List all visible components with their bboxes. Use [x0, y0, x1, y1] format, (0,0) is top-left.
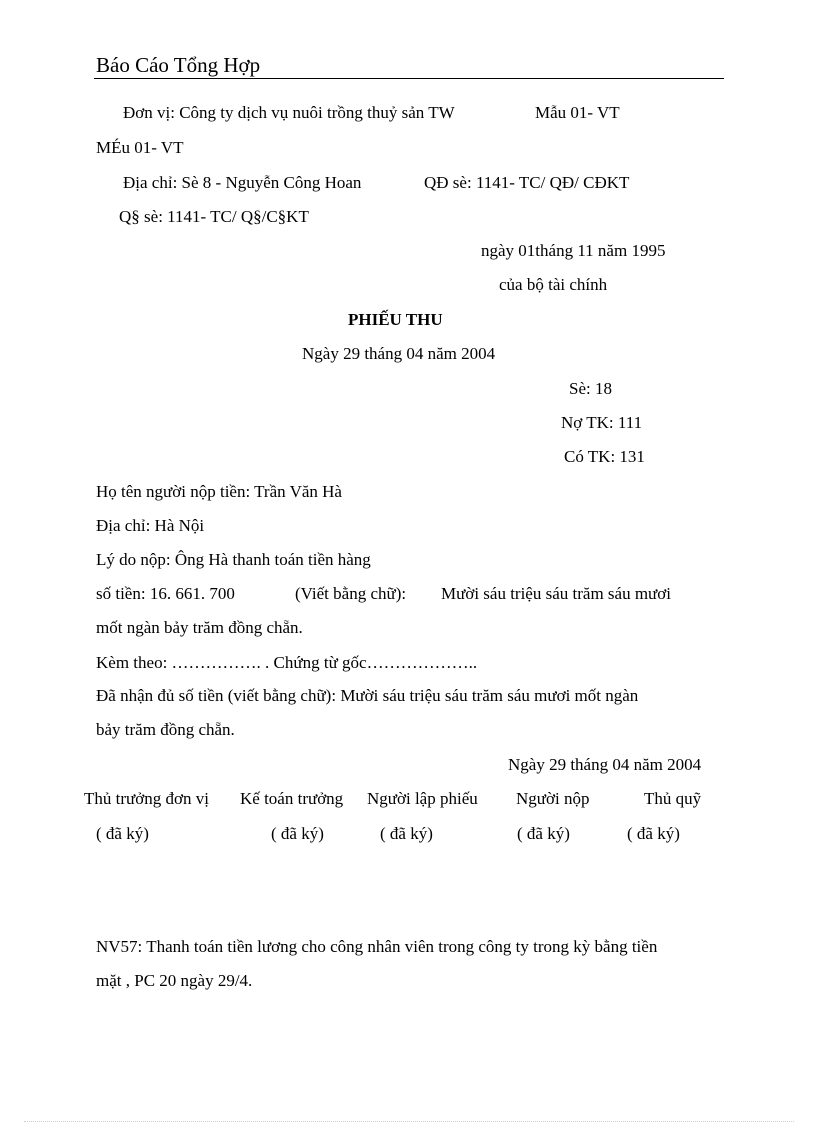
header-title: Báo Cáo Tổng Hợp — [96, 53, 261, 77]
debit-account: Nợ TK: 111 — [561, 413, 643, 432]
unit-line: Đơn vị: Công ty dịch vụ nuôi trồng thuỷ sản TW — [123, 103, 455, 122]
sign-date: Ngày 29 tháng 04 năm 2004 — [508, 755, 702, 774]
amount-number: số tiền: 16. 661. 700 — [96, 584, 235, 603]
transaction-note: NV57: Thanh toán tiền lương cho công nhân viên trong công ty trong kỳ bằng tiền — [96, 937, 658, 956]
signer-title-preparer: Người lập phiếu — [367, 789, 478, 808]
header-divider — [94, 78, 724, 79]
transaction-note-continued: mặt , PC 20 ngày 29/4. — [96, 971, 253, 990]
payment-reason: Lý do nộp: Ông Hà thanh toán tiền hàng — [96, 550, 371, 569]
receipt-number: Sè: 18 — [569, 379, 612, 398]
form-code-garbled: MÉu 01- VT — [96, 138, 184, 157]
attachments-line: Kèm theo: ……………. . Chứng từ gốc……………….. — [96, 653, 478, 672]
decision-date: ngày 01tháng 11 năm 1995 — [481, 241, 666, 260]
page-bottom-divider — [24, 1121, 794, 1122]
received-line: Đã nhận đủ số tiền (viết bằng chữ): Mười sáu triệu sáu trăm sáu mươi mốt ngàn — [96, 686, 639, 705]
signed-mark-cashier: ( đã ký) — [627, 824, 680, 843]
receipt-title: PHIẾU THU — [348, 310, 443, 329]
credit-account: Có TK: 131 — [564, 447, 645, 466]
payer-name: Họ tên người nộp tiền: Trần Văn Hà — [96, 482, 342, 501]
signer-title-payer: Người nộp — [516, 789, 590, 808]
decision-number: QĐ sè: 1141- TC/ QĐ/ CĐKT — [424, 173, 630, 192]
address-line: Địa chỉ: Sè 8 - Nguyễn Công Hoan — [123, 173, 362, 192]
receipt-date: Ngày 29 tháng 04 năm 2004 — [302, 344, 496, 363]
payer-address: Địa chỉ: Hà Nội — [96, 516, 205, 535]
amount-words-label: (Viết bằng chữ): — [295, 584, 407, 603]
signer-title-director: Thủ trưởng đơn vị — [84, 789, 209, 808]
signer-title-chief-accountant: Kế toán trưởng — [240, 789, 344, 808]
signer-title-cashier: Thủ quỹ — [644, 789, 702, 808]
decision-number-garbled: Q§ sè: 1141- TC/ Q§/C§KT — [119, 207, 309, 226]
amount-words: Mười sáu triệu sáu trăm sáu mươi — [441, 584, 671, 603]
signed-mark-preparer: ( đã ký) — [380, 824, 433, 843]
form-code: Mẫu 01- VT — [535, 103, 620, 122]
signed-mark-payer: ( đã ký) — [517, 824, 570, 843]
amount-words-continued: mốt ngàn bảy trăm đồng chẵn. — [96, 618, 303, 637]
decision-issuer: của bộ tài chính — [499, 275, 608, 294]
signed-mark-director: ( đã ký) — [96, 824, 149, 843]
signed-mark-chief-accountant: ( đã ký) — [271, 824, 324, 843]
received-line-continued: bảy trăm đồng chẵn. — [96, 720, 235, 739]
